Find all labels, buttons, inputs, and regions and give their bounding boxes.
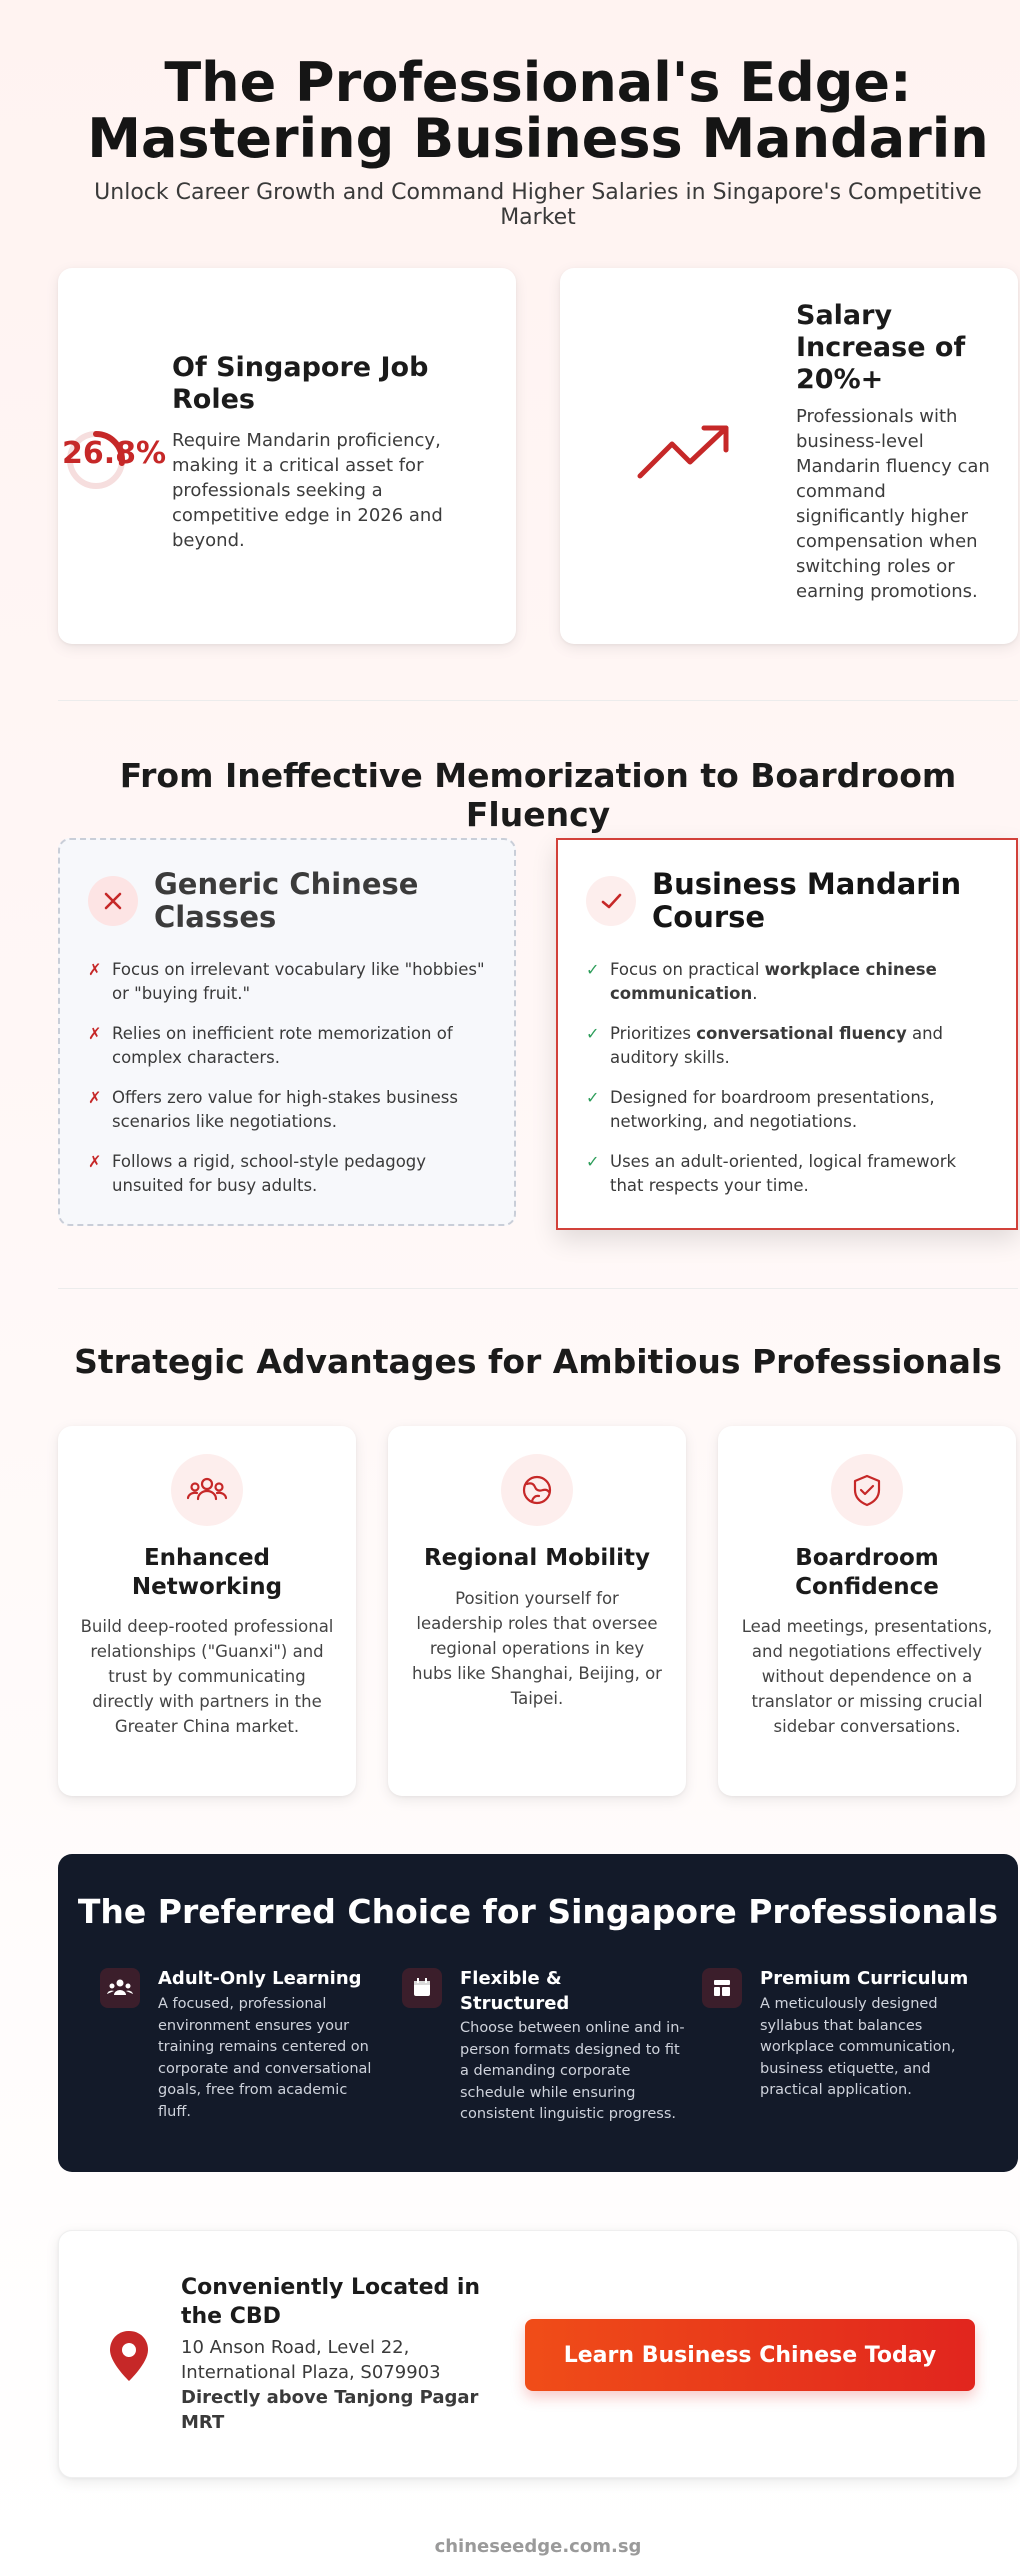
page-title [58,51,1018,170]
advantages-title: Strategic Advantages for Ambitious Professionals [74,1342,1002,1381]
list-item: ✓ Focus on practical workplace chinese communication. [586,960,937,1003]
list-item: ✓ Prioritizes conversational fluency and auditory skills. [586,1024,944,1067]
preferred-choice-section [58,1854,1018,2172]
section-divider [58,1288,1018,1289]
section-divider [58,700,1018,701]
feature-heading: Premium Curriculum [760,1968,969,1989]
list-item: ✗ Follows a rigid, school-style pedagogy unsuited for busy adults. [88,1152,427,1195]
feature-text: A focused, professional environment ensures your training remains centered on corporate and conversational goals, free from academic fluff. [158,1996,372,2120]
group-icon [100,1968,140,2008]
advantage-heading: Boardroom Confidence [795,1545,939,1600]
advantage-text: Position yourself for leadership roles that oversee regional operations in key hubs like Shanghai, Beijing, or Taipei. [412,1589,662,1708]
business-mandarin-heading: Business Mandarin Course [652,867,962,934]
advantage-heading: Enhanced Networking [131,1545,283,1600]
close-icon [88,876,138,926]
stat-text: Professionals with business-level Mandarin fluency can command significantly higher compensation when switching roles or earning promotions. [796,406,990,602]
layout-icon [702,1968,742,2008]
stat-text: Require Mandarin proficiency, making it a critical asset for professionals seeking a competitive edge in 2026 and beyond. [172,430,443,551]
location-mrt: Directly above Tanjong Pagar MRT [181,2387,479,2433]
business-mandarin-card [556,838,1018,1230]
comparison-title: From Ineffective Memorization to Boardroom Fluency [119,756,957,834]
calendar-icon [402,1968,442,2008]
check-icon [586,876,636,926]
list-item: ✓ Uses an adult-oriented, logical framework that respects your time. [586,1152,957,1195]
list-item: ✗ Relies on inefficient rote memorization of complex characters. [88,1024,453,1067]
footer-site-link[interactable]: chineseedge.com.sg [434,2536,642,2557]
feature-text: A meticulously designed syllabus that balances workplace communication, business etiquette, and practical application. [760,1996,956,2098]
title-line-2: Mastering Business Mandarin [87,107,989,170]
generic-classes-list [88,958,488,1214]
stat-heading: Salary Increase of 20%+ [796,300,966,395]
list-item: ✓ Designed for boardroom presentations, networking, and negotiations. [586,1088,935,1131]
feature-heading: Adult-Only Learning [158,1968,362,1989]
advantage-card-confidence [718,1426,1016,1796]
list-item: ✗ Offers zero value for high-stakes business scenarios like negotiations. [88,1088,458,1131]
location-address: 10 Anson Road, Level 22, International Plaza, S079903 [181,2337,441,2383]
location-heading: Conveniently Located in the CBD [181,2275,481,2329]
stat-card-salary [560,268,1018,644]
list-item: ✗ Focus on irrelevant vocabulary like "hobbies" or "buying fruit." [88,960,485,1003]
globe-icon [501,1454,573,1526]
advantage-card-mobility [388,1426,686,1796]
preferred-choice-title: The Preferred Choice for Singapore Professionals [77,1892,999,1931]
feature-heading: Flexible & Structured [460,1968,570,2014]
feature-text: Choose between online and in-person formats designed to fit a demanding corporate schedule while ensuring consistent linguistic progress. [460,2020,685,2122]
learn-business-chinese-button[interactable]: Learn Business Chinese Today [525,2319,975,2391]
trending-up-icon [634,420,734,484]
title-line-1: The Professional's Edge: [164,51,912,114]
business-mandarin-list [586,958,986,1214]
map-pin-icon [107,2329,151,2383]
generic-classes-card [58,838,516,1226]
users-icon [171,1454,243,1526]
stat-card-job-roles [58,268,516,644]
advantage-card-networking [58,1426,356,1796]
advantage-heading: Regional Mobility [423,1545,651,1571]
page-subtitle: Unlock Career Growth and Command Higher Salaries in Singapore's Competitive Market [94,180,982,230]
stat-heading: Of Singapore Job Roles [172,352,429,415]
shield-check-icon [831,1454,903,1526]
generic-classes-heading: Generic Chinese Classes [154,867,419,934]
location-card [58,2230,1018,2478]
advantage-text: Build deep-rooted professional relationships ("Guanxi") and trust by communicating directly with partners in the Greater China market. [80,1617,334,1736]
advantage-text: Lead meetings, presentations, and negotiations effectively without dependence on a translator or missing crucial sidebar conversations. [741,1617,993,1736]
stat-value: 26.8% [62,436,167,471]
